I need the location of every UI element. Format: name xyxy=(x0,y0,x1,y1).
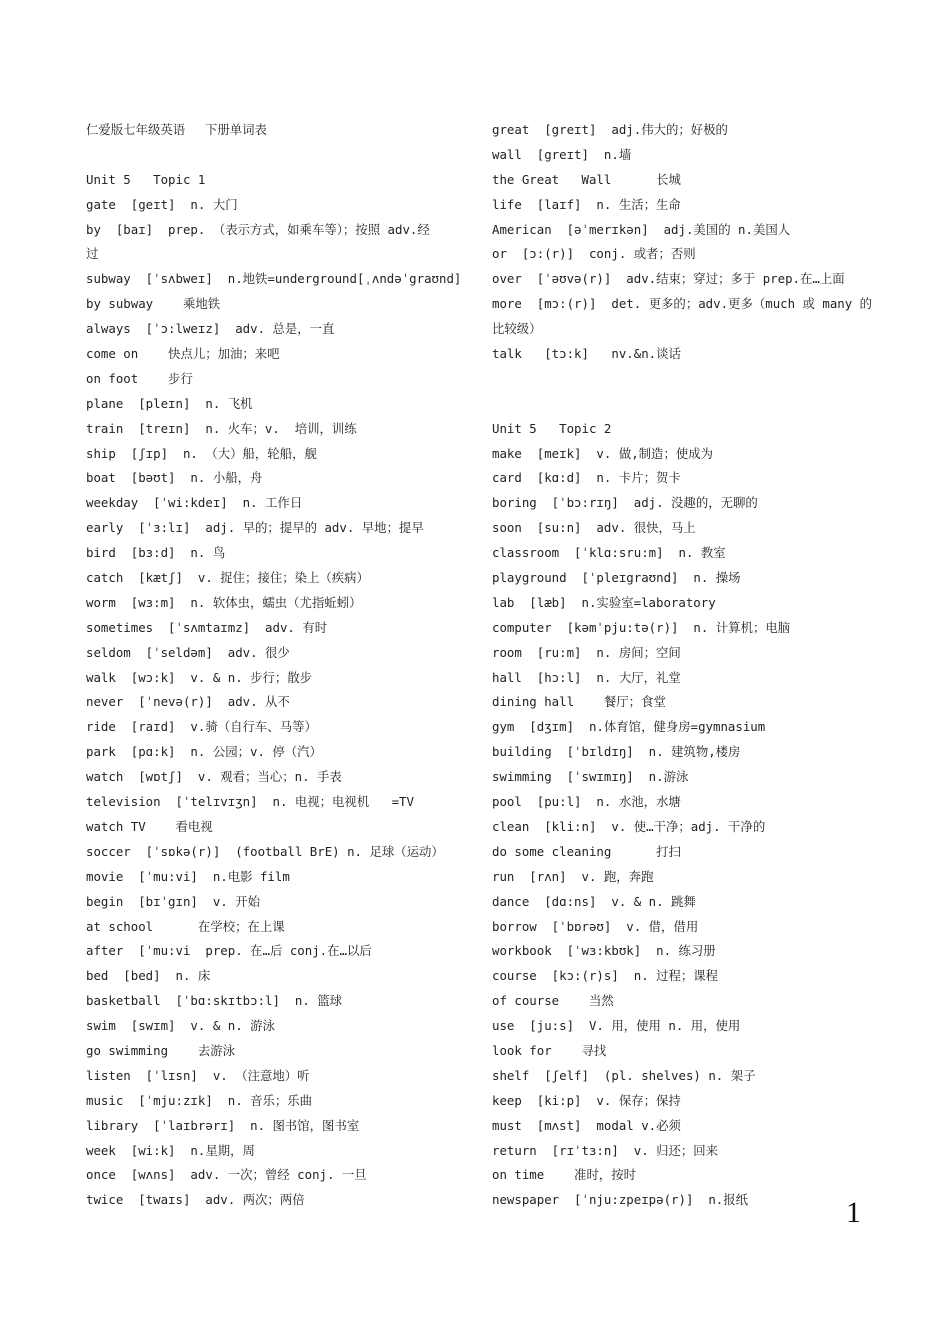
vocab-line: begin [bɪˈgɪn] v. 开始 xyxy=(86,893,260,909)
vocab-line: swim [swɪm] v. & n. 游泳 xyxy=(86,1018,275,1034)
vocab-line: once [wʌns] adv. 一次；曾经 conj. 一旦 xyxy=(86,1167,367,1183)
vocab-line: course [kɔ:(r)s] n. 过程；课程 xyxy=(492,968,719,984)
vocab-line: workbook [ˈwɜ:kbʊk] n. 练习册 xyxy=(492,943,716,959)
vocab-line: soon [su:n] adv. 很快，马上 xyxy=(492,520,696,536)
vocab-line: boring [ˈbɔ:rɪŋ] adj. 没趣的，无聊的 xyxy=(492,495,758,511)
vocab-line: building [ˈbɪldɪŋ] n. 建筑物,楼房 xyxy=(492,744,741,760)
vocab-line: or [ɔ:(r)] conj. 或者；否则 xyxy=(492,246,696,262)
blank-line xyxy=(86,143,476,168)
vocab-line: watch [wɒtʃ] v. 观看；当心；n. 手表 xyxy=(86,769,342,785)
vocab-line: clean [kli:n] v. 使…干净；adj. 干净的 xyxy=(492,818,766,834)
vocab-line: do some cleaning 打扫 xyxy=(492,843,681,859)
vocab-line: sometimes [ˈsʌmtaɪmz] adv. 有时 xyxy=(86,619,328,635)
vocab-line: more [mɔ:(r)] det. 更多的；adv.更多（much 或 many 的 xyxy=(492,296,873,312)
vocab-line: weekday [ˈwi:kdeɪ] n. 工作日 xyxy=(86,495,303,511)
left-column xyxy=(86,118,476,1213)
vocab-line: go swimming 去游泳 xyxy=(86,1042,236,1058)
vocab-line: subway [ˈsʌbweɪ] n.地铁=underground[ˌʌndəˈgraʊnd] xyxy=(86,271,462,287)
vocab-line: must [mʌst] modal v.必须 xyxy=(492,1117,681,1133)
vocab-line: newspaper [ˈnju:zpeɪpə(r)] n.报纸 xyxy=(492,1192,749,1208)
vocab-line: soccer [ˈsɒkə(r)] (football BrE) n. 足球（运动） xyxy=(86,843,444,859)
vocab-line: week [wi:k] n.星期，周 xyxy=(86,1142,255,1158)
vocab-line: never [ˈnevə(r)] adv. 从不 xyxy=(86,694,290,710)
page-number: 1 xyxy=(846,1196,861,1229)
vocab-line: at school 在学校；在上课 xyxy=(86,918,285,934)
vocab-line: look for 寻找 xyxy=(492,1042,607,1058)
vocab-line: lab [læb] n.实验室=laboratory xyxy=(492,594,716,610)
vocab-line: after [ˈmu:vi prep. 在…后 conj.在…以后 xyxy=(86,943,372,959)
vocab-line: on foot 步行 xyxy=(86,370,193,386)
vocab-line: ride [raɪd] v.骑（自行车、马等） xyxy=(86,719,317,735)
vocab-line: wall [greɪt] n.墙 xyxy=(492,146,632,162)
vocab-line: ship [ʃɪp] n. （大）船，轮船，舰 xyxy=(86,445,317,461)
blank-line xyxy=(492,392,882,417)
vocab-line: borrow [ˈbɒrəʊ] v. 借，借用 xyxy=(492,918,699,934)
vocab-line: life [laɪf] n. 生活；生命 xyxy=(492,196,681,212)
vocab-line: make [meɪk] v. 做,制造；使成为 xyxy=(492,445,714,461)
vocab-line: hall [hɔ:l] n. 大厅，礼堂 xyxy=(492,669,681,685)
vocab-line: catch [kætʃ] v. 捉住；接住；染上（疾病） xyxy=(86,570,369,586)
vocab-line: boat [bəʊt] n. 小船，舟 xyxy=(86,470,263,486)
vocab-line: listen [ˈlɪsn] v. （注意地）听 xyxy=(86,1067,310,1083)
vocab-line: card [kɑ:d] n. 卡片；贺卡 xyxy=(492,470,681,486)
vocab-line: bed [bed] n. 床 xyxy=(86,968,211,984)
right-column xyxy=(492,118,882,1213)
vocab-line: television [ˈtelɪvɪʒn] n. 电视；电视机 =TV xyxy=(86,794,414,810)
vocab-line: twice [twaɪs] adv. 两次；两倍 xyxy=(86,1192,305,1208)
vocab-line: swimming [ˈswɪmɪŋ] n.游泳 xyxy=(492,769,689,785)
vocab-line: music [ˈmju:zɪk] n. 音乐；乐曲 xyxy=(86,1092,313,1108)
vocab-line: come on 快点儿；加油；来吧 xyxy=(86,346,280,362)
vocab-line: gate [geɪt] n. 大门 xyxy=(86,196,238,212)
vocab-line: use [ju:s] V. 用，使用 n. 用，使用 xyxy=(492,1018,741,1034)
vocab-line: classroom [ˈklɑ:sru:m] n. 教室 xyxy=(492,545,726,561)
vocab-line: dance [dɑ:ns] v. & n. 跳舞 xyxy=(492,893,696,909)
vocab-line: room [ru:m] n. 房间；空间 xyxy=(492,644,681,660)
vocab-line: basketball [ˈbɑ:skɪtbɔ:l] n. 篮球 xyxy=(86,993,343,1009)
vocab-line: shelf [ʃelf] (pl. shelves) n. 架子 xyxy=(492,1067,756,1083)
vocab-line: park [pɑ:k] n. 公园；v. 停（汽） xyxy=(86,744,322,760)
vocab-line: by subway 乘地铁 xyxy=(86,296,221,312)
vocab-line: bird [bɜ:d] n. 鸟 xyxy=(86,545,226,561)
vocab-line: great [greɪt] adj.伟大的；好极的 xyxy=(492,122,728,137)
vocab-line: American [əˈmerɪkən] adj.美国的 n.美国人 xyxy=(492,221,791,237)
vocab-line: walk [wɔ:k] v. & n. 步行；散步 xyxy=(86,669,313,685)
vocab-line: Unit 5 Topic 1 xyxy=(86,171,206,187)
blank-line xyxy=(492,367,882,392)
vocab-line: computer [kəmˈpju:tə(r)] n. 计算机；电脑 xyxy=(492,619,791,635)
vocab-line: train [treɪn] n. 火车；v. 培训，训练 xyxy=(86,420,357,436)
vocab-line: dining hall 餐厅；食堂 xyxy=(492,694,666,710)
vocab-line: the Great Wall 长城 xyxy=(492,171,681,187)
vocab-line: return [rɪˈtɜ:n] v. 归还；回来 xyxy=(492,1142,719,1158)
vocab-line: over [ˈəʊvə(r)] adv.结束；穿过；多于 prep.在…上面 xyxy=(492,271,845,287)
vocab-line: 仁爱版七年级英语 下册单词表 xyxy=(86,122,267,137)
vocab-line: early [ˈɜ:lɪ] adj. 早的；提早的 adv. 早地；提早 xyxy=(86,520,424,536)
vocab-line: library [ˈlaɪbrərɪ] n. 图书馆，图书室 xyxy=(86,1117,360,1133)
vocab-line: pool [pu:l] n. 水池，水塘 xyxy=(492,794,681,810)
vocab-line: movie [ˈmu:vi] n.电影 film xyxy=(86,868,290,884)
vocab-line: seldom [ˈseldəm] adv. 很少 xyxy=(86,644,290,660)
vocab-line: playground [ˈpleɪgraʊnd] n. 操场 xyxy=(492,570,741,586)
vocab-line: 比较级） xyxy=(492,321,542,337)
vocab-line: gym [dʒɪm] n.体育馆，健身房=gymnasium xyxy=(492,719,766,735)
vocab-line: always [ˈɔ:lweɪz] adv. 总是，一直 xyxy=(86,321,335,337)
vocab-line: Unit 5 Topic 2 xyxy=(492,420,612,436)
vocab-line: run [rʌn] v. 跑，奔跑 xyxy=(492,868,654,884)
vocab-line: watch TV 看电视 xyxy=(86,818,213,834)
vocab-line: keep [ki:p] v. 保存；保持 xyxy=(492,1092,681,1108)
vocab-line: on time 准时，按时 xyxy=(492,1167,637,1183)
vocab-line: talk [tɔ:k] nv.&n.谈话 xyxy=(492,346,681,362)
vocab-line: worm [wɜ:m] n. 软体虫，蠕虫（尤指蚯蚓） xyxy=(86,594,362,610)
vocab-line: by [baɪ] prep. （表示方式，如乘车等）；按照 adv.经 xyxy=(86,221,430,237)
vocab-line: plane [pleɪn] n. 飞机 xyxy=(86,395,253,411)
vocab-line: of course 当然 xyxy=(492,993,614,1009)
vocab-line: 过 xyxy=(86,246,99,262)
